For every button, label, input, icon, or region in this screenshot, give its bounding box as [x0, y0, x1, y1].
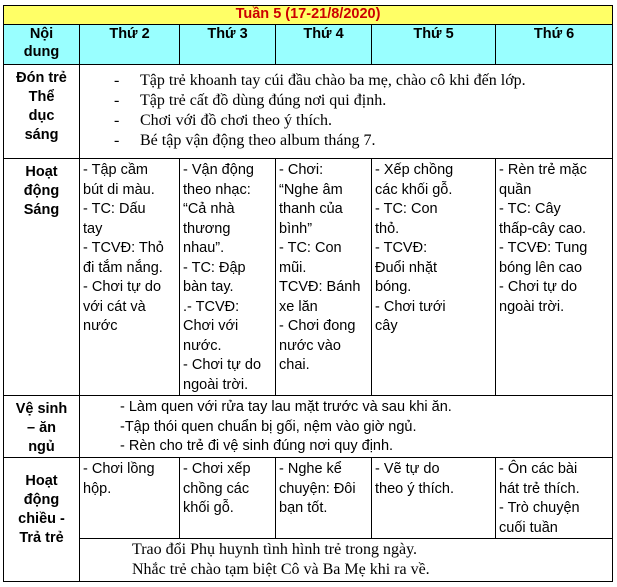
morning-wednesday: [276, 159, 372, 396]
afternoon-friday-text: - Ôn các bài hát trẻ thích. - Trò chuyện cuối tuần: [499, 461, 580, 536]
welcome-label: Đón trẻ Thể dục sáng: [4, 65, 80, 159]
afternoon-monday: [80, 458, 180, 539]
header-content: Nội dung: [4, 25, 80, 65]
afternoon-row: [4, 458, 613, 539]
morning-tuesday: [180, 159, 276, 396]
afternoon-monday-text: - Chơi lồng hộp.: [83, 461, 155, 497]
morning-thursday-text: - Xếp chồng các khối gỗ. - TC: Con thỏ. - TCVĐ: Đuổi nhặt bóng. - Chơi tưới cây: [375, 162, 454, 334]
header-wednesday: Thứ 4: [276, 25, 372, 65]
afternoon-tuesday-text: - Chơi xếp chồng các khối gỗ.: [183, 461, 251, 516]
welcome-item: - Tập trẻ khoanh tay cúi đầu chào ba mẹ, chào cô khi đến lớp.: [114, 71, 612, 91]
welcome-item: - Bé tập vận động theo album tháng 7.: [114, 131, 612, 151]
morning-tuesday-text: - Vận động theo nhạc: “Cả nhà thương nhau”. - TC: Đập bàn tay. .- TCVĐ: Chơi với nước. - Chơi tự do ngoài trời.: [183, 162, 262, 393]
welcome-list: [114, 71, 612, 151]
header-monday: Thứ 2: [80, 25, 180, 65]
week-title: Tuần 5 (17-21/8/2020): [4, 6, 613, 25]
closing-row: [4, 539, 613, 582]
hygiene-line: - Làm quen với rửa tay lau mặt trước và sau khi ăn.: [120, 399, 452, 415]
afternoon-wednesday-text: - Nghe kể chuyện: Đôi bạn tốt.: [279, 461, 356, 516]
afternoon-friday: [496, 458, 613, 539]
morning-thursday: [372, 159, 496, 396]
afternoon-tuesday: [180, 458, 276, 539]
hygiene-row: [4, 396, 613, 458]
welcome-item: - Tập trẻ cất đồ dùng đúng nơi qui định.: [114, 91, 612, 111]
morning-monday: [80, 159, 180, 396]
welcome-row: [4, 65, 613, 159]
morning-row: [4, 159, 613, 396]
header-friday: Thứ 6: [496, 25, 613, 65]
closing-line: Trao đổi Phụ huynh tình hình trẻ trong ngày.: [132, 541, 418, 558]
hygiene-line: -Tập thói quen chuẩn bị gối, nệm vào giờ ngủ.: [120, 418, 417, 435]
welcome-item: - Chơi với đồ chơi theo ý thích.: [114, 111, 612, 131]
closing-line: Nhắc trẻ chào tạm biệt Cô và Ba Mẹ khi ra về.: [132, 561, 430, 578]
morning-wednesday-text: - Chơi: “Nghe âm thanh của bình” - TC: Con mũi. TCVĐ: Bánh xe lăn - Chơi đong nước vào chai.: [279, 162, 361, 373]
morning-monday-text: - Tập cầm bút di màu. - TC: Dấu tay - TCVĐ: Thỏ đi tắm nắng. - Chơi tự do với cát và nước: [83, 162, 164, 334]
afternoon-thursday-text: - Vẽ tự do theo ý thích.: [375, 461, 454, 497]
hygiene-label: Vệ sinh – ăn ngủ: [4, 396, 80, 458]
welcome-content: [80, 65, 613, 159]
header-tuesday: Thứ 3: [180, 25, 276, 65]
afternoon-wednesday: [276, 458, 372, 539]
morning-friday: [496, 159, 613, 396]
closing-content: [80, 539, 613, 582]
morning-friday-text: - Rèn trẻ mặc quần - TC: Cây thấp-cây cao. - TCVĐ: Tung bóng lên cao - Chơi tự do ngoài trời.: [499, 162, 588, 315]
hygiene-content: [80, 396, 613, 458]
header-thursday: Thứ 5: [372, 25, 496, 65]
weekly-schedule-table: [3, 5, 613, 582]
morning-label: Hoạt động Sáng: [4, 159, 80, 396]
hygiene-line: - Rèn cho trẻ đi vệ sinh đúng nơi quy định.: [120, 438, 394, 454]
afternoon-thursday: [372, 458, 496, 539]
afternoon-label: Hoạt động chiều - Trả trẻ: [4, 458, 80, 582]
